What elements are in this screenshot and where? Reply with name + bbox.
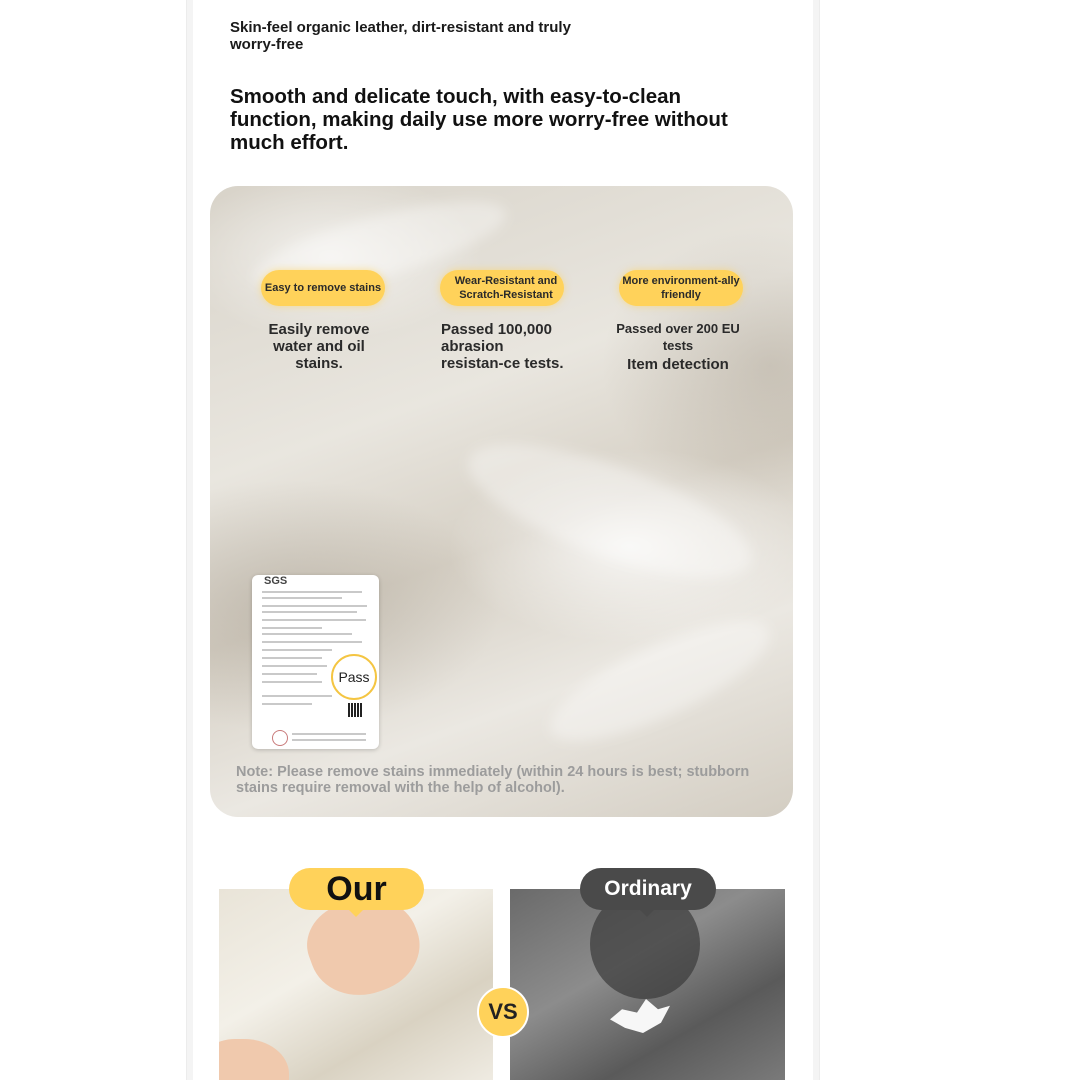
feature-badge-wear: Wear-Resistant and Scratch-Resistant [440,270,564,306]
feature-text-stains: Easily remove water and oil stains. [268,321,370,372]
fabric-highlight [454,417,767,604]
ordinary-product-image [510,889,785,1080]
features-panel [210,186,793,817]
scratch-mark [610,999,670,1033]
stamp-icon [272,730,288,746]
vs-badge: VS [477,986,529,1038]
feature-badge-eco: More environment-ally friendly [619,270,743,306]
sgs-certificate [252,575,379,749]
care-note: Note: Please remove stains immediately (within 24 hours is best; stubborn stains require removal with the help of alcohol). [236,764,750,796]
product-heading: Smooth and delicate touch, with easy-to-clean function, making daily use more worry-free without much effort. [230,85,728,154]
our-product-image [219,889,493,1080]
sgs-logo: SGS [264,575,288,587]
feature-text-wear: Passed 100,000 abrasion resistan-ce tests. [441,321,564,372]
fabric-highlight [536,599,783,764]
pass-badge: Pass [331,654,377,700]
product-subheading: Skin-feel organic leather, dirt-resistant and truly worry-free [230,19,571,53]
qr-code-icon [348,703,362,717]
ordinary-label: Ordinary [580,868,716,910]
feature-text-detection: Item detection [627,356,729,373]
feature-text-eco: Passed over 200 EU tests [616,321,740,353]
our-label: Our [289,868,424,910]
feature-badge-stains: Easy to remove stains [261,270,385,306]
hand-image [219,1039,289,1080]
